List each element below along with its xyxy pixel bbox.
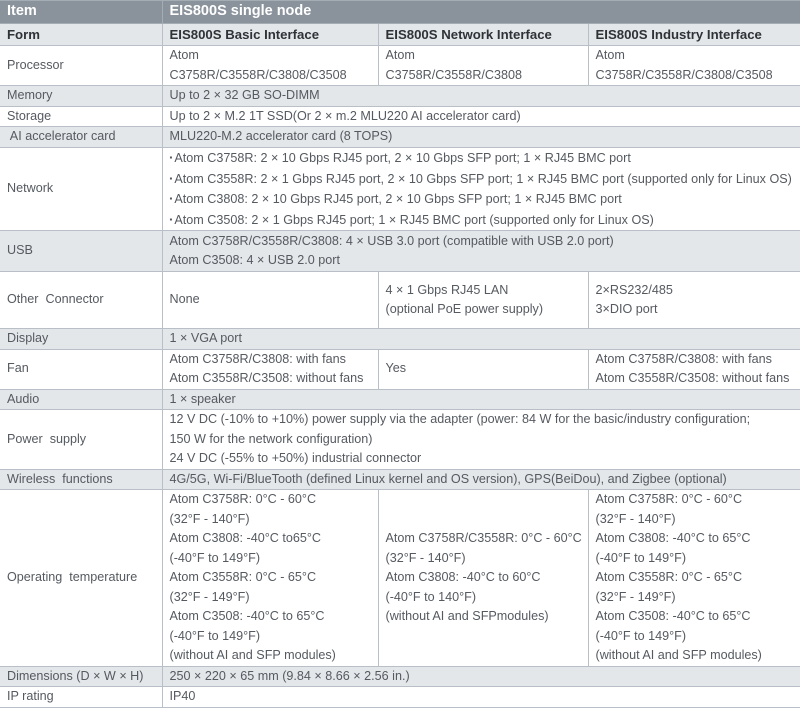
power-supply-row [0,410,800,470]
network-item: ▪ Atom C3758R: 2 × 10 Gbps RJ45 port, 2 × 10 Gbps SFP port; 1 × RJ45 BMC port [170,148,800,169]
memory-value: Up to 2 × 32 GB SO-DIMM [162,86,800,107]
processor-basic-line: C3758R/C3558R/C3808/C3508 [170,66,378,86]
temp-network-line: (32°F - 140°F) [386,549,588,569]
ip-rating-label: IP rating [0,687,162,708]
network-item: ▪ Atom C3558R: 2 × 1 Gbps RJ45 port, 2 × 10 Gbps SFP port; 1 × RJ45 BMC port (supported only for Linux OS) [170,169,800,190]
other-connector-label: Other Connector [0,272,162,329]
table-header-row [0,1,800,24]
processor-industry [588,46,800,86]
form-label: Form [0,24,162,46]
temp-network-line: Atom C3808: -40°C to 60°C [386,568,588,588]
display-row [0,329,800,350]
other-connector-industry [588,272,800,329]
temp-industry-line: (32°F - 149°F) [596,588,800,608]
network-item: ▪ Atom C3508: 2 × 1 Gbps RJ45 port; 1 × RJ45 BMC port (supported only for Linux OS) [170,210,800,231]
temp-industry-line: (without AI and SFP modules) [596,646,800,666]
network-row [0,148,800,231]
wireless-row [0,469,800,490]
temp-basic-line: Atom C3808: -40°C to65°C [170,529,378,549]
temp-industry-line: Atom C3808: -40°C to 65°C [596,529,800,549]
operating-temperature-industry [588,490,800,667]
form-row [0,24,800,46]
power-supply-value [162,410,800,470]
ip-rating-value: IP40 [162,687,800,708]
temp-basic-line: (without AI and SFP modules) [170,646,378,666]
fan-industry [588,349,800,389]
form-basic: EIS800S Basic Interface [162,24,378,46]
ai-card-label: AI accelerator card [0,127,162,148]
temp-industry-line: (32°F - 140°F) [596,510,800,530]
processor-basic [162,46,378,86]
memory-label: Memory [0,86,162,107]
other-connector-network-line: 4 × 1 Gbps RJ45 LAN [386,281,588,301]
network-item: ▪ Atom C3808: 2 × 10 Gbps RJ45 port, 2 × 10 Gbps SFP port; 1 × RJ45 BMC port [170,189,800,210]
usb-line: Atom C3758R/C3558R/C3808: 4 × USB 3.0 port (compatible with USB 2.0 port) [170,232,800,252]
processor-network-line: Atom [386,46,588,66]
power-supply-line: 12 V DC (-10% to +10%) power supply via the adapter (power: 84 W for the basic/industry configuration; [170,410,800,430]
audio-label: Audio [0,389,162,410]
temp-industry-line: (-40°F to 149°F) [596,549,800,569]
processor-basic-line: Atom [170,46,378,66]
processor-industry-line: C3758R/C3558R/C3808/C3508 [596,66,800,86]
fan-industry-line: Atom C3558R/C3508: without fans [596,369,800,389]
other-connector-basic [162,272,378,329]
fan-basic-line: Atom C3558R/C3508: without fans [170,369,378,389]
storage-value: Up to 2 × M.2 1T SSD(Or 2 × m.2 MLU220 AI accelerator card) [162,106,800,127]
display-value: 1 × VGA port [162,329,800,350]
usb-value [162,231,800,272]
dimensions-value: 250 × 220 × 65 mm (9.84 × 8.66 × 2.56 in.) [162,666,800,687]
processor-network-line: C3758R/C3558R/C3808 [386,66,588,86]
temp-basic-line: Atom C3758R: 0°C - 60°C [170,490,378,510]
usb-line: Atom C3508: 4 × USB 2.0 port [170,251,800,271]
network-value [162,148,800,231]
power-supply-line: 24 V DC (-55% to +50%) industrial connector [170,449,800,469]
temp-network-line: (-40°F to 140°F) [386,588,588,608]
temp-industry-line: Atom C3758R: 0°C - 60°C [596,490,800,510]
other-connector-network [378,272,588,329]
display-label: Display [0,329,162,350]
ai-card-value: MLU220-M.2 accelerator card (8 TOPS) [162,127,800,148]
processor-label: Processor [0,46,162,86]
audio-row [0,389,800,410]
ai-card-row [0,127,800,148]
form-industry: EIS800S Industry Interface [588,24,800,46]
other-connector-industry-line: 3×DIO port [596,300,800,320]
temp-basic-line: (32°F - 149°F) [170,588,378,608]
temp-industry-line: Atom C3508: -40°C to 65°C [596,607,800,627]
processor-network [378,46,588,86]
form-network: EIS800S Network Interface [378,24,588,46]
fan-network [378,349,588,389]
operating-temperature-basic [162,490,378,667]
item-header: Item [0,1,162,24]
temp-basic-line: Atom C3508: -40°C to 65°C [170,607,378,627]
temp-industry-line: (-40°F to 149°F) [596,627,800,647]
processor-industry-line: Atom [596,46,800,66]
operating-temperature-network [378,490,588,667]
memory-row [0,86,800,107]
power-supply-label: Power supply [0,410,162,470]
temp-basic-line: (32°F - 140°F) [170,510,378,530]
dimensions-row [0,666,800,687]
wireless-value: 4G/5G, Wi-Fi/BlueTooth (defined Linux kernel and OS version), GPS(BeiDou), and Zigbee (optional) [162,469,800,490]
storage-row [0,106,800,127]
fan-network-line: Yes [386,359,588,379]
group-header: EIS800S single node [162,1,800,24]
operating-temperature-row [0,490,800,667]
wireless-label: Wireless functions [0,469,162,490]
temp-basic-line: (-40°F to 149°F) [170,549,378,569]
fan-row [0,349,800,389]
fan-basic [162,349,378,389]
temp-basic-line: (-40°F to 149°F) [170,627,378,647]
temp-basic-line: Atom C3558R: 0°C - 65°C [170,568,378,588]
operating-temperature-label: Operating temperature [0,490,162,667]
fan-industry-line: Atom C3758R/C3808: with fans [596,350,800,370]
audio-value: 1 × speaker [162,389,800,410]
dimensions-label: Dimensions (D × W × H) [0,666,162,687]
other-connector-network-line: (optional PoE power supply) [386,300,588,320]
power-supply-line: 150 W for the network configuration) [170,430,800,450]
storage-label: Storage [0,106,162,127]
fan-basic-line: Atom C3758R/C3808: with fans [170,350,378,370]
other-connector-row [0,272,800,329]
fan-label: Fan [0,349,162,389]
network-label: Network [0,148,162,231]
temp-network-line: Atom C3758R/C3558R: 0°C - 60°C [386,529,588,549]
other-connector-industry-line: 2×RS232/485 [596,281,800,301]
processor-row [0,46,800,86]
usb-row [0,231,800,272]
temp-network-line: (without AI and SFPmodules) [386,607,588,627]
temp-industry-line: Atom C3558R: 0°C - 65°C [596,568,800,588]
usb-label: USB [0,231,162,272]
other-connector-basic-line: None [170,290,378,310]
